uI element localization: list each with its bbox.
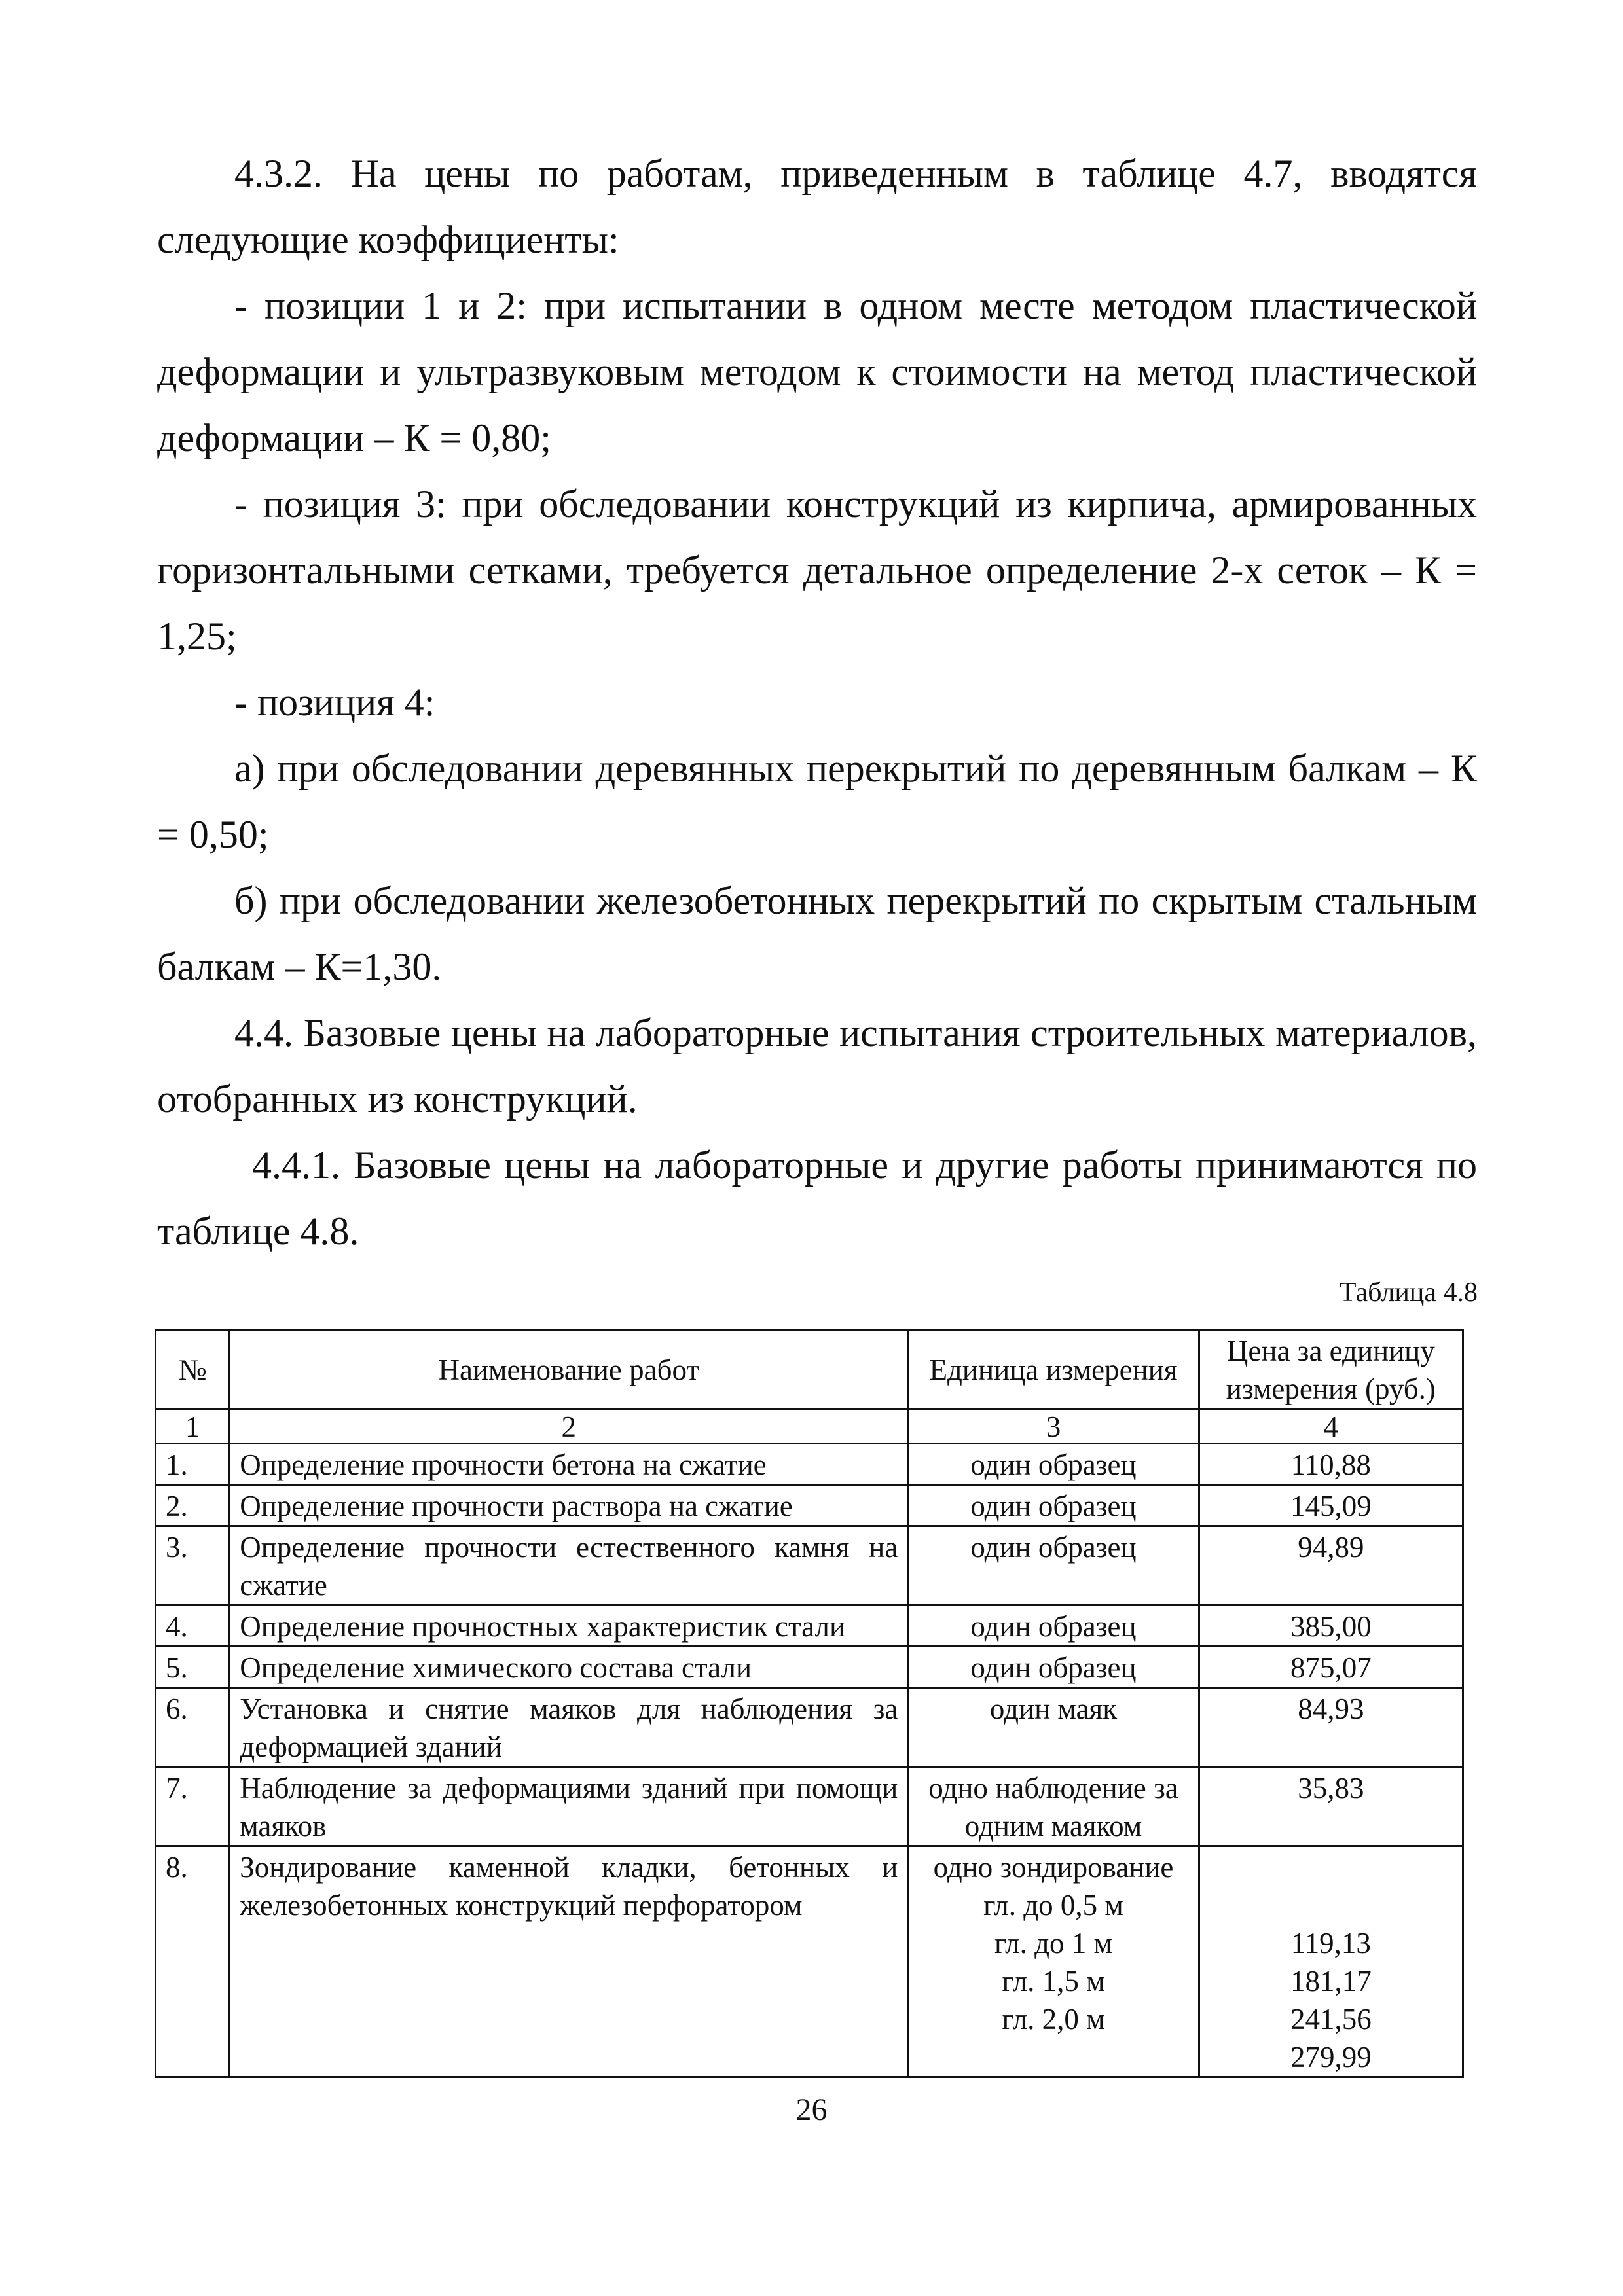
table-row: [156, 1767, 1463, 1846]
row-price: 875,07: [1199, 1647, 1463, 1688]
depth-unit: гл. 2,0 м: [1002, 2003, 1105, 2036]
table-row: [156, 1647, 1463, 1688]
row-unit: один образец: [908, 1647, 1199, 1688]
body-text: [157, 141, 1477, 1265]
header-name: Наименование работ: [230, 1330, 908, 1409]
depth-unit: гл. 1,5 м: [1002, 1965, 1105, 1998]
row-number: 4.: [156, 1605, 230, 1647]
paragraph-position-3: - позиция 3: при обследовании конструкций из кирпича, армированных горизонтальными сетками, требуется детальное определение 2-х сеток – К = 1,25;: [157, 482, 1477, 658]
row-number: 2.: [156, 1485, 230, 1526]
price-spacer: [1209, 1886, 1453, 1924]
depth-unit: гл. до 0,5 м: [983, 1889, 1123, 1922]
row-price: 110,88: [1199, 1444, 1463, 1485]
table-row: [156, 1485, 1463, 1526]
table-row: [156, 1846, 1463, 2077]
table-header-row: [156, 1330, 1463, 1409]
row-number: 8.: [156, 1846, 230, 2077]
row-price: 145,09: [1199, 1485, 1463, 1526]
column-number: 3: [908, 1409, 1199, 1444]
row-name: Определение прочности бетона на сжатие: [230, 1444, 908, 1485]
table-row: [156, 1526, 1463, 1605]
row-price: [1199, 1846, 1463, 2077]
row-unit-head: одно зондирование: [933, 1851, 1174, 1884]
row-price: 84,93: [1199, 1688, 1463, 1767]
depth-price: 279,99: [1290, 2041, 1372, 2073]
row-number: 7.: [156, 1767, 230, 1846]
row-name: Определение прочностных характеристик стали: [230, 1605, 908, 1647]
header-unit: Единица измерения: [908, 1330, 1199, 1409]
row-unit: [908, 1846, 1199, 2077]
paragraph-position-4: - позиция 4:: [234, 681, 435, 724]
row-unit: один маяк: [908, 1688, 1199, 1767]
row-unit: один образец: [908, 1485, 1199, 1526]
row-unit: один образец: [908, 1444, 1199, 1485]
price-table: [155, 1329, 1464, 2078]
column-number: 2: [230, 1409, 908, 1444]
row-number: 3.: [156, 1526, 230, 1605]
row-price: 94,89: [1199, 1526, 1463, 1605]
price-spacer: [1209, 1848, 1453, 1886]
row-name: Установка и снятие маяков для наблюдения за деформацией зданий: [230, 1688, 908, 1767]
paragraph-item-b: б) при обследовании железобетонных перекрытий по скрытым стальным балкам – К=1,30.: [157, 879, 1477, 988]
row-unit: одно наблюдение за одним маяком: [908, 1767, 1199, 1846]
column-number: 1: [156, 1409, 230, 1444]
paragraph-4-3-2: 4.3.2. На цены по работам, приведенным в таблице 4.7, вводятся следующие коэффициенты:: [157, 152, 1477, 261]
row-number: 5.: [156, 1647, 230, 1688]
row-name: Зондирование каменной кладки, бетонных и железобетонных конструкций перфоратором: [230, 1846, 908, 2077]
row-number: 6.: [156, 1688, 230, 1767]
header-no: №: [156, 1330, 230, 1409]
table-row: [156, 1605, 1463, 1647]
row-name: Наблюдение за деформациями зданий при помощи маяков: [230, 1767, 908, 1846]
depth-price: 181,17: [1290, 1965, 1372, 1998]
depth-unit: гл. до 1 м: [994, 1927, 1112, 1960]
paragraph-item-a: а) при обследовании деревянных перекрытий по деревянным балкам – К = 0,50;: [157, 747, 1477, 856]
table-row: [156, 1688, 1463, 1767]
table-caption: Таблица 4.8: [1339, 1278, 1478, 1308]
row-unit: один образец: [908, 1605, 1199, 1647]
table-row: [156, 1444, 1463, 1485]
row-price: 35,83: [1199, 1767, 1463, 1846]
row-number: 1.: [156, 1444, 230, 1485]
row-name: Определение прочности естественного камня на сжатие: [230, 1526, 908, 1605]
header-price: Цена за единицу измерения (руб.): [1199, 1330, 1463, 1409]
paragraph-positions-1-2: - позиции 1 и 2: при испытании в одном месте методом пластической деформации и ультразвуковым методом к стоимости на метод пластической деформации – К = 0,80;: [157, 284, 1477, 459]
paragraph-4-4-1: 4.4.1. Базовые цены на лабораторные и другие работы принимаются по таблице 4.8.: [157, 1143, 1477, 1253]
page-number: 26: [795, 2092, 828, 2127]
row-unit: один образец: [908, 1526, 1199, 1605]
depth-price: 241,56: [1290, 2003, 1372, 2036]
depth-price: 119,13: [1290, 1927, 1371, 1960]
paragraph-4-4: 4.4. Базовые цены на лабораторные испытания строительных материалов, отобранных из конструкций.: [157, 1011, 1477, 1121]
column-number: 4: [1199, 1409, 1463, 1444]
row-name: Определение химического состава стали: [230, 1647, 908, 1688]
row-name: Определение прочности раствора на сжатие: [230, 1485, 908, 1526]
column-number-row: [156, 1409, 1463, 1444]
row-price: 385,00: [1199, 1605, 1463, 1647]
